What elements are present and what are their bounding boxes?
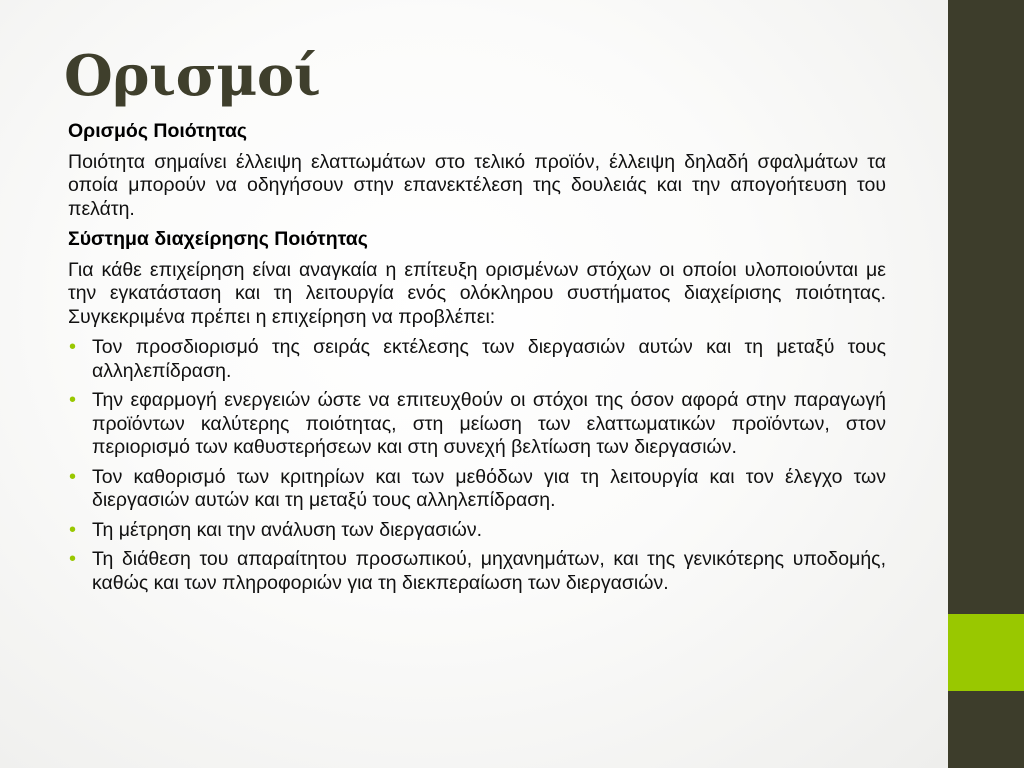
bullet-icon: • [69, 548, 77, 570]
bullet-list [68, 336, 886, 595]
list-item-text: Τη μέτρηση και την ανάλυση των διεργασιών. [92, 518, 482, 541]
slide-content [68, 120, 886, 601]
list-item-text: Την εφαρμογή ενεργειών ώστε να επιτευχθούν οι στόχοι της όσον αφορά στην παραγωγή προϊόντων καλύτερης ποιότητας, στη μείωση των ελαττωματικών προϊόντων, στον περιορισμό των καθυστερήσεων και στη συνεχή βελτίωση των διεργασιών. [92, 389, 886, 458]
list-item [68, 548, 886, 595]
accent-block [948, 614, 1024, 691]
bullet-icon: • [69, 465, 77, 488]
bullet-icon: • [69, 518, 77, 541]
list-item [68, 466, 886, 513]
section-heading-quality-definition: Ορισμός Ποιότητας [68, 120, 248, 142]
list-item-text: Τον προσδιορισμό της σειράς εκτέλεσης των διεργασιών αυτών και τη μεταξύ τους αλληλεπίδραση. [92, 336, 886, 382]
list-item [68, 336, 886, 383]
section-heading-quality-management: Σύστημα διαχείρησης Ποιότητας [68, 228, 368, 250]
slide-title: Ορισμοί [64, 43, 321, 109]
section-paragraph-quality-management: Για κάθε επιχείρηση είναι αναγκαία η επίτευξη ορισμένων στόχων οι οποίοι υλοποιούνται με την εγκατάσταση και τη λειτουργία ενός ολόκληρου συστήματος διαχείρισης ποιότητας. Συγκεκριμένα πρέπει η επιχείρηση να προβλέπει: [68, 258, 886, 328]
list-item-text: Τη διάθεση του απαραίτητου προσωπικού, μηχανημάτων, και της γενικότερης υποδομής, καθώς και των πληροφοριών για τη διεκπεραίωση των διεργασιών. [92, 548, 886, 594]
bullet-icon: • [69, 336, 77, 358]
list-item [68, 519, 886, 543]
bullet-icon: • [69, 389, 77, 411]
section-paragraph-quality-definition: Ποιότητα σημαίνει έλλειψη ελαττωμάτων στο τελικό προϊόν, έλλειψη δηλαδή σφαλμάτων τα οποία μπορούν να οδηγήσουν στην επανεκτέλεση της δουλειάς και την απογοήτευση του πελάτη. [68, 150, 886, 220]
list-item [68, 389, 886, 460]
list-item-text: Τον καθορισμό των κριτηρίων και των μεθόδων για τη λειτουργία και τον έλεγχο των διεργασιών αυτών και τη μεταξύ τους αλληλεπίδραση. [92, 465, 886, 511]
